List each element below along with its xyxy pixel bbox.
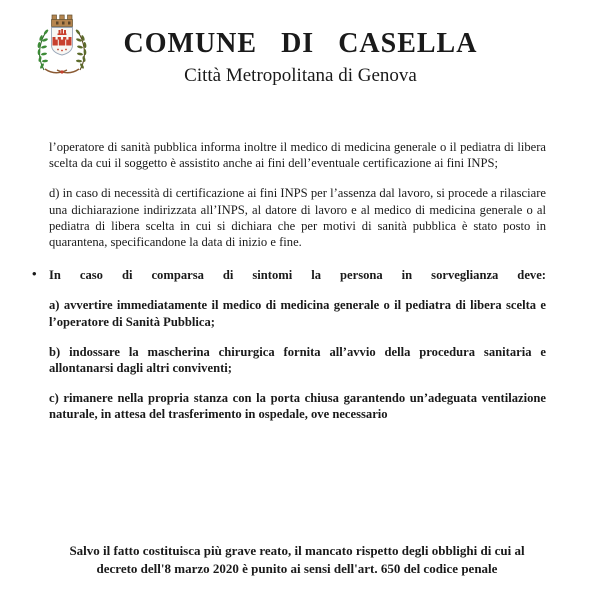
page-subtitle: Città Metropolitana di Genova (184, 65, 417, 86)
bullet-item-sintomi (32, 266, 546, 422)
paragraph-sanita-pubblica-inps: l’operatore di sanità pubblica informa inoltre il medico di medicina generale o il pediatra di libera scelta da cui il soggetto è assistito anche ai fini dell’eventuale certificazione ai fini INPS; (49, 140, 546, 171)
footer-legal-notice (47, 542, 547, 578)
bullet-heading: In caso di comparsa di sintomi la persona in sorveglianza deve: (49, 268, 546, 283)
sub-item-c: c) rimanere nella propria stanza con la porta chiusa garantendo un’adeguata ventilazione naturale, in attesa del trasferimento in ospedale, ove necessario (49, 391, 546, 422)
document-body (32, 139, 546, 437)
sub-item-b: b) indossare la mascherina chirurgica fornita all’avvio della procedura sanitaria e allontanarsi dagli altri conviventi; (49, 344, 546, 376)
header-text-block (0, 30, 601, 86)
bullet-icon: • (32, 266, 37, 282)
bullet-content (49, 267, 546, 422)
footer-line-2: decreto dell'8 marzo 2020 è punito ai sensi dell'art. 650 del codice penale (96, 561, 498, 576)
page-title: COMUNE DI CASELLA (123, 28, 478, 59)
paragraph-certificazione-inps: d) in caso di necessità di certificazione ai fini INPS per l’assenza dal lavoro, si procede a rilasciare una dichiarazione indirizzata all’INPS, al datore di lavoro e al medico di medicina generale o al pediatra di libera scelta in cui si dichiara che per motivi di sanità pubblica è stato posto in quarantena, specificandone la data di inizio e fine. (49, 186, 546, 250)
sub-item-a: a) avvertire immediatamente il medico di medicina generale o il pediatra di libera scelta e l’operatore di Sanità Pubblica; (49, 298, 546, 329)
footer-line-1: Salvo il fatto costituisca più grave reato, il mancato rispetto degli obblighi di cui al (69, 543, 525, 558)
